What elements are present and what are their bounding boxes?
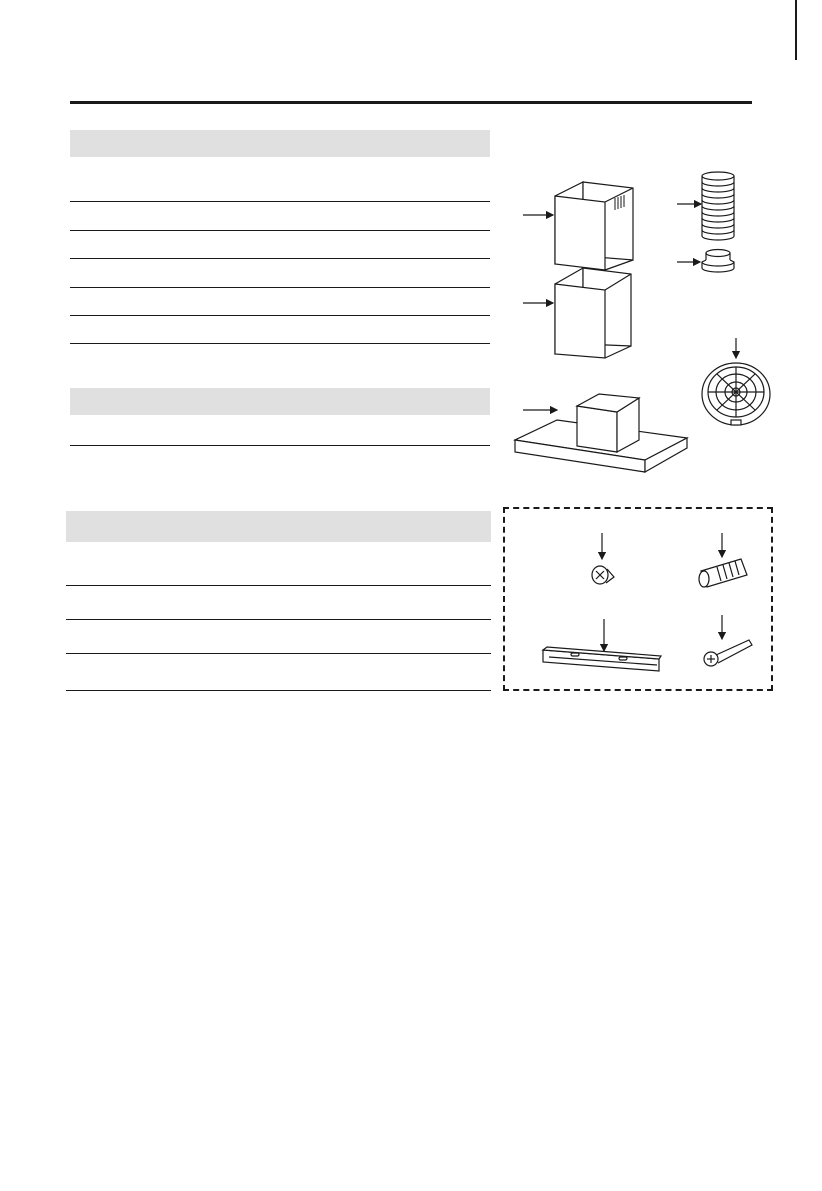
- carbon-filter: [702, 363, 770, 425]
- parts-table-header: [70, 130, 490, 157]
- parts-diagram: [505, 160, 795, 480]
- accessories-table-header: [66, 511, 491, 542]
- row-divider: [70, 230, 490, 231]
- row-divider: [66, 690, 491, 691]
- long-screw: [704, 640, 752, 666]
- row-divider: [66, 653, 491, 654]
- row-divider: [70, 201, 490, 202]
- flexible-duct: [702, 172, 734, 240]
- row-divider: [66, 619, 491, 620]
- screw: [592, 566, 614, 584]
- duct-adapter: [702, 250, 734, 273]
- row-divider: [70, 445, 490, 446]
- row-divider: [66, 585, 491, 586]
- hood-body: [515, 394, 687, 472]
- mounting-bracket: [543, 647, 661, 671]
- page-edge-mark: [795, 0, 797, 60]
- row-divider: [70, 315, 490, 316]
- filter-table: [70, 388, 490, 448]
- filter-table-header: [70, 388, 490, 415]
- lower-chimney-cover: [555, 268, 631, 358]
- accessories-table: [66, 511, 491, 693]
- parts-table: [70, 130, 490, 350]
- section-title-rule: [70, 101, 752, 104]
- wall-plug: [699, 559, 747, 587]
- row-divider: [70, 287, 490, 288]
- row-divider: [70, 343, 490, 344]
- accessories-diagram: [503, 507, 773, 691]
- upper-chimney-cover: [555, 182, 633, 270]
- row-divider: [70, 258, 490, 259]
